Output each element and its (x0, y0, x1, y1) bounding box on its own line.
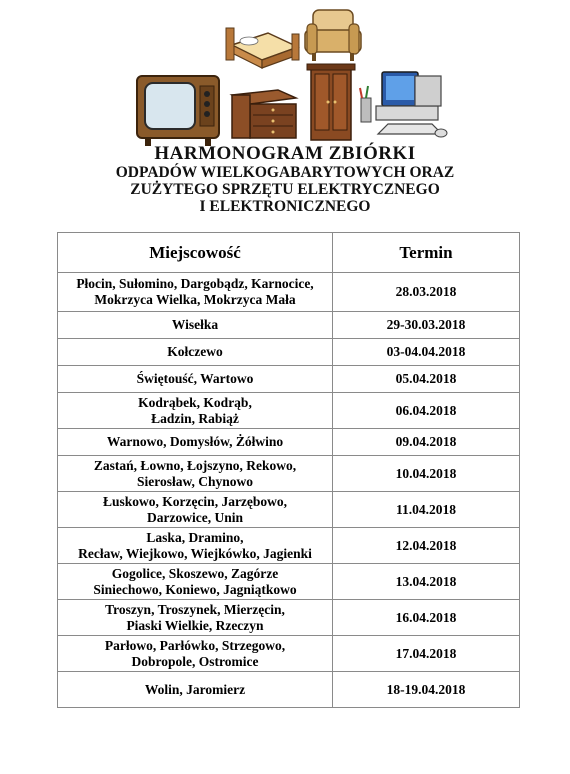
place-cell (58, 366, 333, 393)
place-cell (58, 312, 333, 339)
place-line: Zastań, Łowno, Łojszyno, Rekowo, (93, 457, 297, 473)
place-cell (58, 339, 333, 366)
page-title: HARMONOGRAM ZBIÓRKI (154, 143, 416, 164)
place-cell (58, 273, 333, 312)
date-cell: 06.04.2018 (333, 393, 520, 429)
place-line: Wolin, Jaromierz (144, 681, 246, 697)
date-cell: 18-19.04.2018 (333, 672, 520, 708)
date-cell: 05.04.2018 (333, 366, 520, 393)
place-cell (58, 528, 333, 564)
place-line: Gogolice, Skoszewo, Zagórze (111, 565, 279, 581)
place-cell (58, 600, 333, 636)
place-line: Laska, Dramino, (146, 529, 244, 545)
table-row (58, 672, 520, 708)
desk-icon (232, 90, 296, 138)
place-line: Sierosław, Chynowo (136, 473, 254, 489)
table-row (58, 339, 520, 366)
subtitle-line-2: ZUŻYTEGO SPRZĘTU ELEKTRYCZNEGO (130, 181, 440, 198)
date-cell: 29-30.03.2018 (333, 312, 520, 339)
place-line: Dobropole, Ostromice (131, 653, 259, 669)
armchair-icon (305, 10, 361, 61)
place-line: Mokrzyca Wielka, Mokrzyca Mała (94, 292, 296, 307)
place-line: Recław, Wiejkowo, Wiejkówko, Jagienki (78, 545, 312, 561)
place-line: Troszyn, Troszynek, Mierzęcin, (105, 601, 285, 617)
place-line: Kołczewo (167, 344, 223, 359)
table-row (58, 600, 520, 636)
place-line: Łuskowo, Korzęcin, Jarzębowo, (102, 493, 288, 509)
place-line: Płocin, Sułomino, Dargobądz, Karnocice, (76, 276, 314, 291)
table-row (58, 456, 520, 492)
table-header-row (58, 233, 520, 273)
place-line: Warnowo, Domysłów, Żółwino (106, 434, 284, 449)
place-cell (58, 393, 333, 429)
table-row (58, 366, 520, 393)
place-line: Kodrąbek, Kodrąb, (138, 394, 252, 410)
subtitle-line-3: I ELEKTRONICZNEGO (199, 198, 371, 215)
date-cell: 17.04.2018 (333, 636, 520, 672)
place-line: Piaski Wielkie, Rzeczyn (126, 617, 264, 633)
place-line: Darzowice, Unin (147, 509, 243, 525)
collection-schedule-table (57, 232, 520, 708)
place-cell (58, 636, 333, 672)
table-row (58, 312, 520, 339)
subtitle-line-1: ODPADÓW WIELKOGABARYTOWYCH ORAZ (115, 164, 455, 181)
table-row (58, 492, 520, 528)
place-cell (58, 492, 333, 528)
place-cell (58, 672, 333, 708)
place-line: Parłowo, Parłówko, Strzegowo, (104, 637, 286, 653)
table-row (58, 429, 520, 456)
table-row (58, 528, 520, 564)
table-row (58, 636, 520, 672)
column-header-place: Miejscowość (58, 233, 333, 273)
table-row (58, 273, 520, 312)
table-row (58, 393, 520, 429)
place-cell (58, 564, 333, 600)
date-cell: 12.04.2018 (333, 528, 520, 564)
place-line: Świętouść, Wartowo (136, 371, 254, 386)
bulky-waste-illustration (0, 0, 570, 150)
bed-icon (226, 28, 299, 68)
table-row (58, 564, 520, 600)
place-cell (58, 456, 333, 492)
tv-icon (137, 76, 219, 146)
date-cell: 16.04.2018 (333, 600, 520, 636)
date-cell: 10.04.2018 (333, 456, 520, 492)
date-cell: 13.04.2018 (333, 564, 520, 600)
wardrobe-icon (307, 64, 355, 140)
date-cell: 03-04.04.2018 (333, 339, 520, 366)
date-cell: 09.04.2018 (333, 429, 520, 456)
column-header-date: Termin (333, 233, 520, 273)
place-line: Siniechowo, Koniewo, Jagniątkowo (93, 581, 297, 597)
date-cell: 11.04.2018 (333, 492, 520, 528)
place-cell (58, 429, 333, 456)
place-line: Ładzin, Rabiąż (151, 410, 239, 426)
date-cell: 28.03.2018 (333, 273, 520, 312)
computer-icon (360, 72, 447, 137)
place-line: Wisełka (171, 317, 219, 332)
